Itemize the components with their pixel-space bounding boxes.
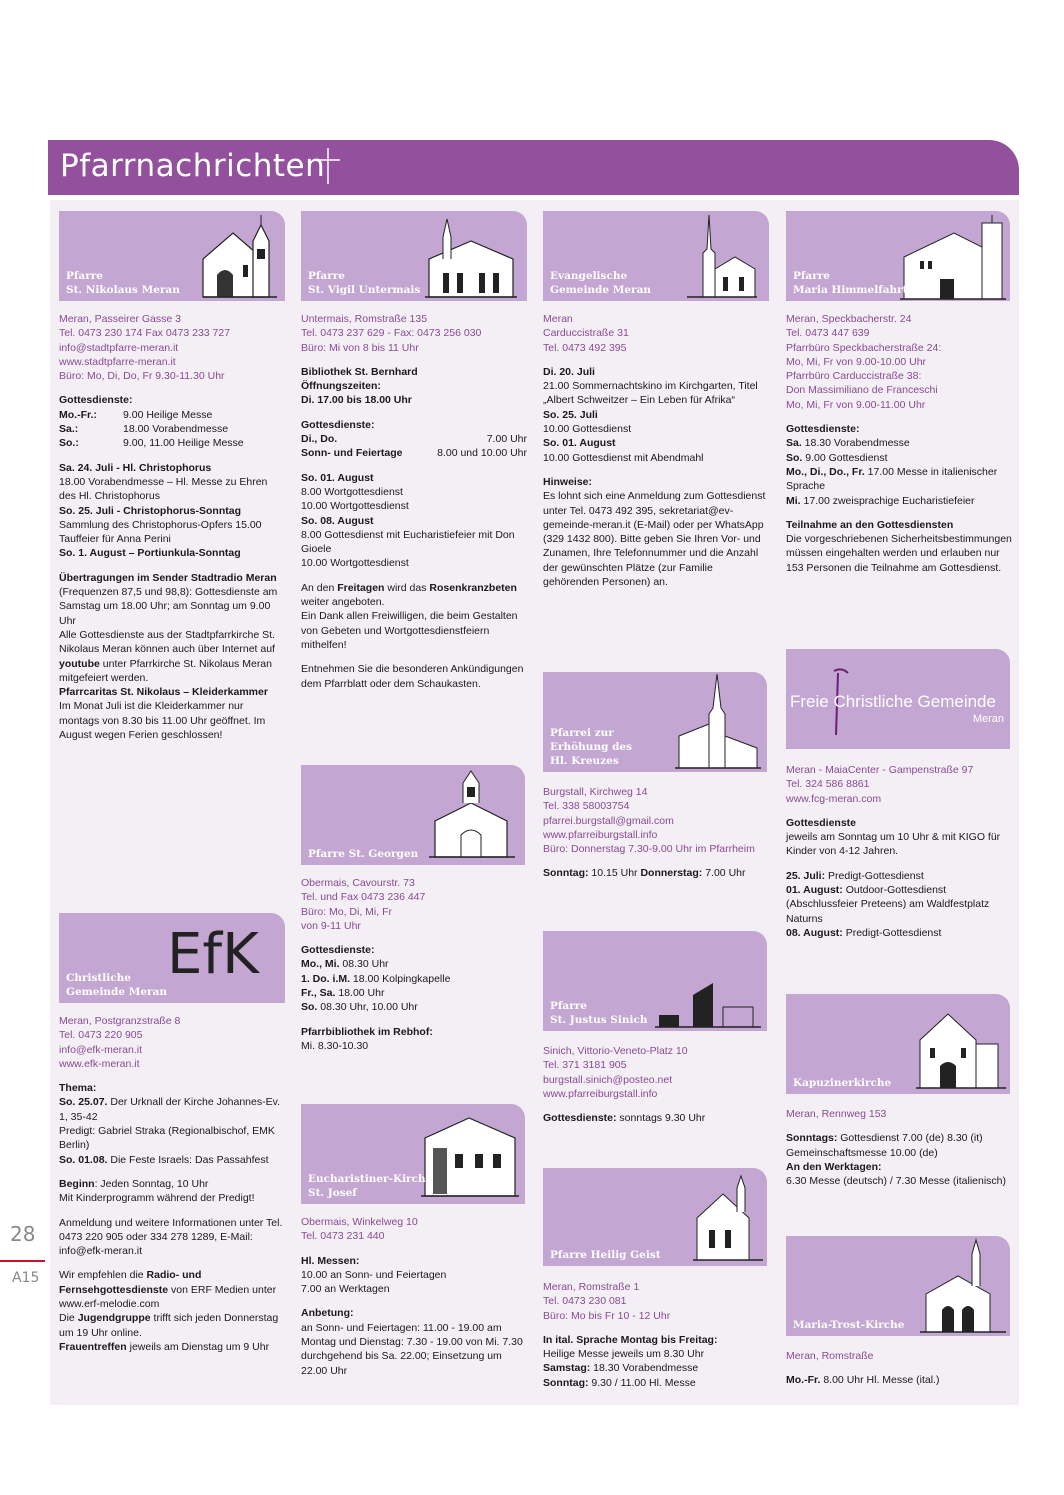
- church-illustration-icon: [653, 955, 763, 1029]
- svg-text:Freie Christliche Gemeinde: Freie Christliche Gemeinde: [790, 692, 996, 711]
- card-title: Kapuzinerkirche: [793, 1077, 892, 1089]
- email-link[interactable]: info@stadtpfarre-meran.it: [59, 341, 179, 354]
- svg-text:EfK: EfK: [167, 922, 259, 981]
- parish-info-hl-kreuz: Burgstall, Kirchweg 14 Tel. 338 58003754 pfarrei.burgstall@gmail.com www.pfarreiburgstall.info Büro: Donnerstag 7.30-9.00 Uhr im Pfarrheim Sonntag: 10.15 Uhr Donnerstag: 7.00 Uhr: [543, 774, 773, 881]
- card-title: Maria-Trost-Kirche: [793, 1319, 905, 1331]
- email-link[interactable]: info@efk-meran.it: [59, 1043, 143, 1056]
- card-title: Pfarre St. Georgen: [308, 848, 419, 860]
- parish-info-maria-himmelfahrt: Meran, Speckbacherstr. 24 Tel. 0473 447 639 Pfarrbüro Speckbacherstraße 24: Mo, Mi, Fr von 9.00-10.00 Uhr Pfarrbüro Carduccistraße 38: Don Massimiliano de Franceschi Mo, Mi, Fr von 9.00-11.00 Uhr Gottesdienste: Sa. 18.30 Vorabendmesse So. 9.00 Gottesdienst Mo., Di., Do., Fr. 17.00 Messe in italienischer Sprache Mi. 17.00 zweisprachige Eucharistiefeier Teilnahme an den Gottesdiensten Die vorgeschriebenen Sicherheitsbestimmungen müssen eingehalten werden und erlauben nur 153 Personen die Teilnahme am Gottesdienst.: [786, 313, 1012, 574]
- website-link[interactable]: www.pfarreiburgstall.info: [543, 1087, 658, 1100]
- contact-info: Burgstall, Kirchweg 14 Tel. 338 58003754 pfarrei.burgstall@gmail.com www.pfarreiburgstall.info Büro: Donnerstag 7.30-9.00 Uhr im Pfarrheim: [543, 785, 773, 856]
- parish-info-heilig-geist: Meran, Romstraße 1 Tel. 0473 230 081 Büro: Mo bis Fr 10 - 12 Uhr In ital. Sprache Montag bis Freitag: Heilige Messe jeweils um 8.30 Uhr Samstag: 18.30 Vorabendmesse Sonntag: 9.30 / 11.00 Hl. Messe: [543, 1269, 769, 1390]
- church-illustration-icon: [918, 1238, 1008, 1334]
- contact-info: Meran, Speckbacherstr. 24 Tel. 0473 447 639 Pfarrbüro Speckbacherstraße 24: Mo, Mi, Fr von 9.00-10.00 Uhr Pfarrbüro Carduccistraße 38: Don Massimiliano de Franceschi Mo, Mi, Fr von 9.00-11.00 Uhr: [786, 313, 942, 411]
- parish-card-st-vigil: [301, 211, 527, 301]
- contact-info: Meran, Romstraße 1 Tel. 0473 230 081 Büro: Mo bis Fr 10 - 12 Uhr: [543, 1281, 671, 1322]
- card-title: Eucharistiner-Kirche St. Josef: [308, 1173, 433, 1199]
- church-illustration-icon: [421, 769, 521, 861]
- parish-info-st-vigil: Untermais, Romstraße 135 Tel. 0473 237 629 - Fax: 0473 256 030 Büro: Mi von 8 bis 11 Uhr Bibliothek St. Bernhard Öffnungszeiten: Di. 17.00 bis 18.00 Uhr Gottesdienste: Di., Do. 7.00 Uhr Sonn- und Feiertage 8.00 und 10.00 Uhr So. 01. August 8.00 Wortgottesdienst 10.00 Wortgottesdienst So. 08. August 8.00 Gottesdienst mit Eucharistiefeier mit Don Gioele 10.00 Wortgottesdienst An den Freitagen wird das Rosenkranzbeten weiter angeboten. Ein Dank allen Freiwilligen, die beim Gestalten von Gebeten und Wortgottesdienstfeiern mithelfen! Entnehmen Sie die besonderen Ankündigungen dem Pfarrblatt oder dem Schaukasten.: [301, 313, 527, 690]
- page-title: Pfarrnachrichten: [60, 148, 326, 184]
- contact-info: Obermais, Winkelweg 10 Tel. 0473 231 440: [301, 1216, 418, 1243]
- church-illustration-icon: [691, 1174, 765, 1262]
- cross-icon: [312, 146, 344, 186]
- parish-info-st-justus: Sinich, Vittorio-Veneto-Platz 10 Tel. 371 3181 905 burgstall.sinich@posteo.net www.pfarreiburgstall.info Gottesdienste: sonntags 9.30 Uhr: [543, 1033, 769, 1125]
- church-illustration-icon: [914, 1000, 1008, 1090]
- efk-logo: [165, 921, 281, 981]
- contact-info: Meran, Romstraße: [786, 1350, 874, 1362]
- church-illustration-icon: [673, 674, 763, 770]
- card-title: Pfarre Maria Himmelfahrt: [793, 270, 908, 296]
- card-title: Pfarre St. Vigil Untermais: [308, 270, 421, 296]
- parish-card-st-justus: [543, 931, 767, 1031]
- parish-card-efk: [59, 913, 285, 1003]
- parish-info-fcg: Meran - MaiaCenter - Gampenstraße 97 Tel. 324 586 8861 www.fcg-meran.com Gottesdienste jeweils am Sonntag um 10 Uhr & mit KIGO für Kinder von 4-12 Jahren. 25. Juli: Predigt-Gottesdienst 01. August: Outdoor-Gottesdienst (Abschlussfeier Preteens) am Waldfestplatz Naturns 08. August: Predigt-Gottesdienst: [786, 752, 1014, 940]
- divider: [0, 1260, 45, 1262]
- content-panel: [50, 200, 1019, 1405]
- card-title: Christliche Gemeinde Meran: [66, 972, 168, 998]
- parish-info-maria-trost: Meran, Romstraße Mo.-Fr. 8.00 Uhr Hl. Messe (ital.): [786, 1338, 1012, 1388]
- parish-card-kapuziner: [786, 994, 1010, 1094]
- column-1: [59, 200, 285, 1353]
- church-illustration-icon: [683, 213, 759, 299]
- email-link[interactable]: burgstall.sinich@posteo.net: [543, 1073, 673, 1086]
- contact-info: Meran, Rennweg 153: [786, 1108, 887, 1120]
- card-title: Pfarre St. Justus Sinich: [550, 1000, 648, 1026]
- contact-info: Meran - MaiaCenter - Gampenstraße 97 Tel. 324 586 8861 www.fcg-meran.com: [786, 763, 1014, 806]
- column-4: [786, 200, 1012, 1387]
- contact-info: Sinich, Vittorio-Veneto-Platz 10 Tel. 371 3181 905 burgstall.sinich@posteo.net www.pfarreiburgstall.info: [543, 1044, 769, 1101]
- page-number: 28: [10, 1222, 36, 1246]
- page-code: A15: [12, 1270, 40, 1286]
- church-illustration-icon: [898, 213, 1008, 301]
- parish-info-st-nikolaus: Meran, Passeirer Gasse 3 Tel. 0473 230 174 Fax 0473 233 727 info@stadtpfarre-meran.it www.stadtpfarre-meran.it Büro: Mo, Di, Do, Fr 9.30-11.30 Uhr Gottesdienste: Mo.-Fr.: 9.00 Heilige Messe Sa.: 18.00 Vorabendmesse So.: 9.00, 11.00 Heilige Messe Sa. 24. Juli - Hl. Christophorus 18.00 Vorabendmesse – Hl. Messe zu Ehren des Hl. Christophorus So. 25. Juli - Christophorus-Sonntag Sammlung des Christophorus-Opfers 15.00 Tauffeier für Anna Perini So. 1. August – Portiunkula-Sonntag Übertragungen im Sender Stadtradio Meran (Frequenzen 87,5 und 98,8): Gottesdienste am Samstag um 18.00 Uhr; am Sonntag um 9.00 Uhr Alle Gottesdienste aus der Stadtpfarrkirche St. Nikolaus Meran können auch über Internet auf youtube unter Pfarrkirche St. Nikolaus Meran mitgefeiert werden. Pfarrcaritas St. Nikolaus – Kleiderkammer Im Monat Juli ist die Kleiderkammer nur montags von 8.30 bis 11.00 Uhr geöffnet. Im August wegen Ferien geschlossen!: [59, 312, 285, 742]
- parish-card-st-josef: [301, 1104, 525, 1204]
- email-link[interactable]: pfarrei.burgstall@gmail.com: [543, 814, 674, 827]
- fcg-logo: [786, 649, 1010, 749]
- website-link[interactable]: www.efk-meran.it: [59, 1057, 140, 1070]
- parish-info-kapuziner: Meran, Rennweg 153 Sonntags: Gottesdienst 7.00 (de) 8.30 (it) Gemeinschaftsmesse 10.00 (de) An den Werktagen: 6.30 Messe (deutsch) / 7.30 Messe (italienisch): [786, 1096, 1014, 1188]
- contact-info: Obermais, Cavourstr. 73 Tel. und Fax 0473 236 447 Büro: Mo, Di, Mi, Fr von 9-11 Uhr: [301, 877, 426, 932]
- parish-info-efk: Meran, Postgranzstraße 8 Tel. 0473 220 905 info@efk-meran.it www.efk-meran.it Thema: So. 25.07. Der Urknall der Kirche Johannes-Ev. 1, 35-42 Predigt: Gabriel Straka (Regionalbischof, EMK Berlin) So. 01.08. Die Feste Israels: Das Passahfest Beginn: Jeden Sonntag, 10 Uhr Mit Kinderprogramm während der Predigt! Anmeldung und weitere Informationen unter Tel. 0473 220 905 oder 334 278 1289, E-Mail: info@efk-meran.it Wir empfehlen die Radio- und Fernsehgottesdienste von ERF Medien unter www.erf-melodie.com Die Jugendgruppe trifft sich jeden Donnerstag um 19 Uhr online. Frauentreffen jeweils am Dienstag um 9 Uhr: [59, 1003, 285, 1354]
- card-title: Pfarre St. Nikolaus Meran: [66, 270, 180, 296]
- website-link[interactable]: www.pfarreiburgstall.info: [543, 828, 658, 841]
- church-illustration-icon: [419, 215, 523, 299]
- contact-info: Untermais, Romstraße 135 Tel. 0473 237 629 - Fax: 0473 256 030 Büro: Mi von 8 bis 11 Uhr: [301, 313, 482, 354]
- svg-text:Meran: Meran: [972, 713, 1004, 725]
- contact-info: Meran, Postgranzstraße 8 Tel. 0473 220 905 info@efk-meran.it www.efk-meran.it: [59, 1014, 285, 1071]
- parish-card-hl-kreuz: [543, 672, 767, 772]
- column-3: [543, 200, 769, 1389]
- parish-card-st-georgen: [301, 765, 525, 865]
- parish-card-evangelisch: [543, 211, 769, 301]
- parish-info-evangelisch: Meran Carduccistraße 31 Tel. 0473 492 395 Di. 20. Juli 21.00 Sommernachtskino im Kirchgarten, Titel „Albert Schweitzer – Ein Leben für Afrika“ So. 25. Juli 10.00 Gottesdienst So. 01. August 10.00 Gottesdienst mit Abendmahl Hinweise: Es lohnt sich eine Anmeldung zum Gottesdienst unter Tel. 0473 492 395, sekretariat@ev-gemeinde-meran.it (E-Mail) oder per WhatsApp (329 1432 800). Bitte geben Sie Ihren Vor- und Zunamen, Ihre Telefonnummer und die Anzahl der gewünschten Plätze (zur Familie gehörenden Personen) an.: [543, 312, 769, 589]
- parish-card-maria-trost: [786, 1236, 1010, 1336]
- website-link[interactable]: www.fcg-meran.com: [786, 792, 882, 805]
- fcg-logo-graphic: [786, 649, 1010, 749]
- card-title: Evangelische Gemeinde Meran: [550, 270, 652, 296]
- contact-info: Meran, Passeirer Gasse 3 Tel. 0473 230 174 Fax 0473 233 727 info@stadtpfarre-meran.it www.stadtpfarre-meran.it Büro: Mo, Di, Do, Fr 9.30-11.30 Uhr: [59, 312, 285, 383]
- parish-card-maria-himmelfahrt: [786, 211, 1010, 301]
- contact-info: Meran Carduccistraße 31 Tel. 0473 492 395: [543, 313, 629, 354]
- website-link[interactable]: www.stadtpfarre-meran.it: [59, 355, 176, 368]
- parish-card-heilig-geist: [543, 1168, 767, 1266]
- church-illustration-icon: [195, 213, 283, 299]
- section-banner: [48, 140, 1019, 195]
- church-illustration-icon: [419, 1108, 521, 1200]
- parish-card-st-nikolaus: [59, 211, 285, 301]
- column-2: [301, 200, 527, 1377]
- parish-info-st-josef: Obermais, Winkelweg 10 Tel. 0473 231 440 Hl. Messen: 10.00 an Sonn- und Feiertagen 7.00 an Werktagen Anbetung: an Sonn- und Feiertagen: 11.00 - 19.00 am Montag und Dienstag: 7.30 - 19.00 von Mi. 7.30 durchgehend bis Sa. 22.00; Einsetzung um 22.00 Uhr: [301, 1204, 527, 1378]
- parish-info-st-georgen: Obermais, Cavourstr. 73 Tel. und Fax 0473 236 447 Büro: Mo, Di, Mi, Fr von 9-11 Uhr Gottesdienste: Mo., Mi. 08.30 Uhr 1. Do. i.M. 18.00 Kolpingkapelle Fr., Sa. 18.00 Uhr So. 08.30 Uhr, 10.00 Uhr Pfarrbibliothek im Rebhof: Mi. 8.30-10.30: [301, 865, 527, 1053]
- card-title: Pfarrei zur Erhöhung des Hl. Kreuzes: [550, 727, 633, 767]
- card-title: Pfarre Heilig Geist: [550, 1249, 661, 1261]
